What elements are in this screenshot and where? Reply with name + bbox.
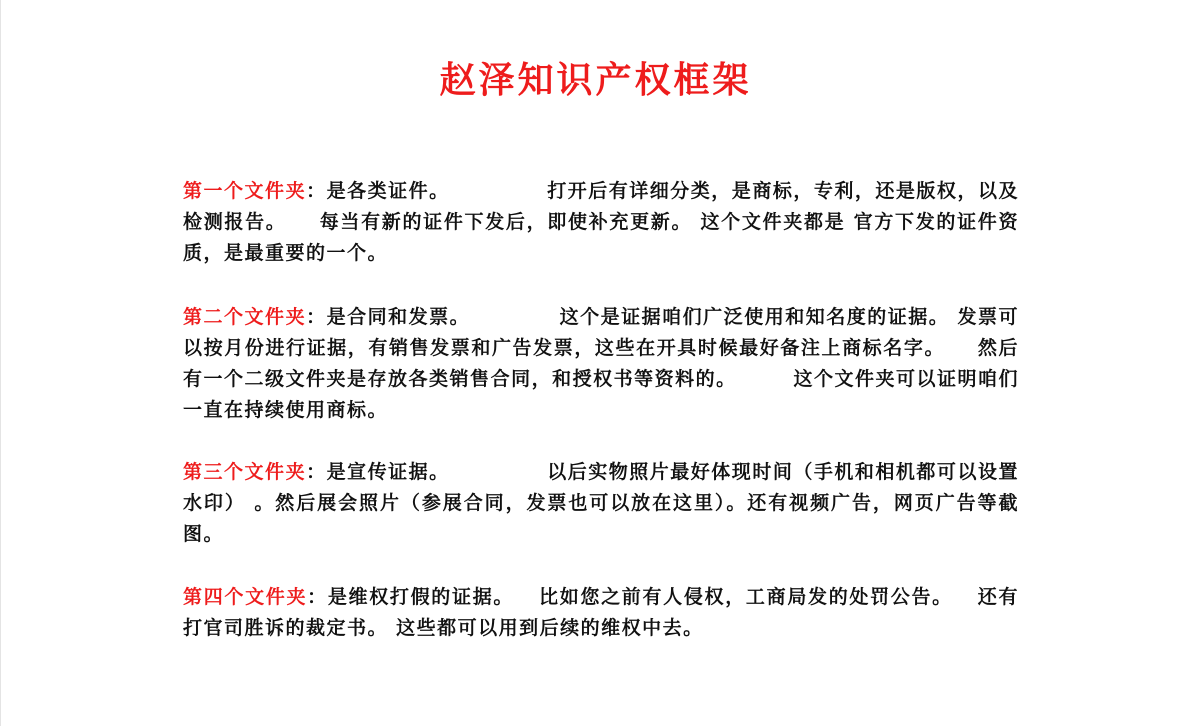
section-label: 第三个文件夹 bbox=[183, 461, 307, 483]
section-folder-3 bbox=[183, 457, 1019, 550]
section-folder-1 bbox=[183, 176, 1019, 269]
section-label: 第一个文件夹 bbox=[183, 180, 307, 202]
section-folder-4 bbox=[183, 582, 1019, 644]
section-body: ：是各类证件。 打开后有详细分类，是商标，专利，还是版权，以及检测报告。 每当有新的证件下发后，即使补充更新。 这个文件夹都是 官方下发的证件资质，是最重要的一个。 bbox=[183, 180, 1019, 264]
section-body: ：是合同和发票。 这个是证据咱们广泛使用和知名度的证据。 发票可以按月份进行证据，有销售发票和广告发票，这些在开具时候最好备注上商标名字。 然后有一个二级文件夹是存放各类销售合同，和授权书等资料的。 这个文件夹可以证明咱们一直在持续使用商标。 bbox=[183, 306, 1019, 421]
section-body: ：是维权打假的证据。 比如您之前有人侵权，工商局发的处罚公告。 还有打官司胜诉的裁定书。 这些都可以用到后续的维权中去。 bbox=[183, 586, 1019, 639]
section-label: 第二个文件夹 bbox=[183, 306, 307, 328]
section-label: 第四个文件夹 bbox=[183, 586, 308, 608]
section-body: ：是宣传证据。 以后实物照片最好体现时间（手机和相机都可以设置水印） 。然后展会照片（参展合同，发票也可以放在这里）。还有视频广告，网页广告等截图。 bbox=[183, 461, 1019, 545]
section-folder-2 bbox=[183, 302, 1019, 426]
page-title: 赵泽知识产权框架 bbox=[439, 59, 752, 101]
